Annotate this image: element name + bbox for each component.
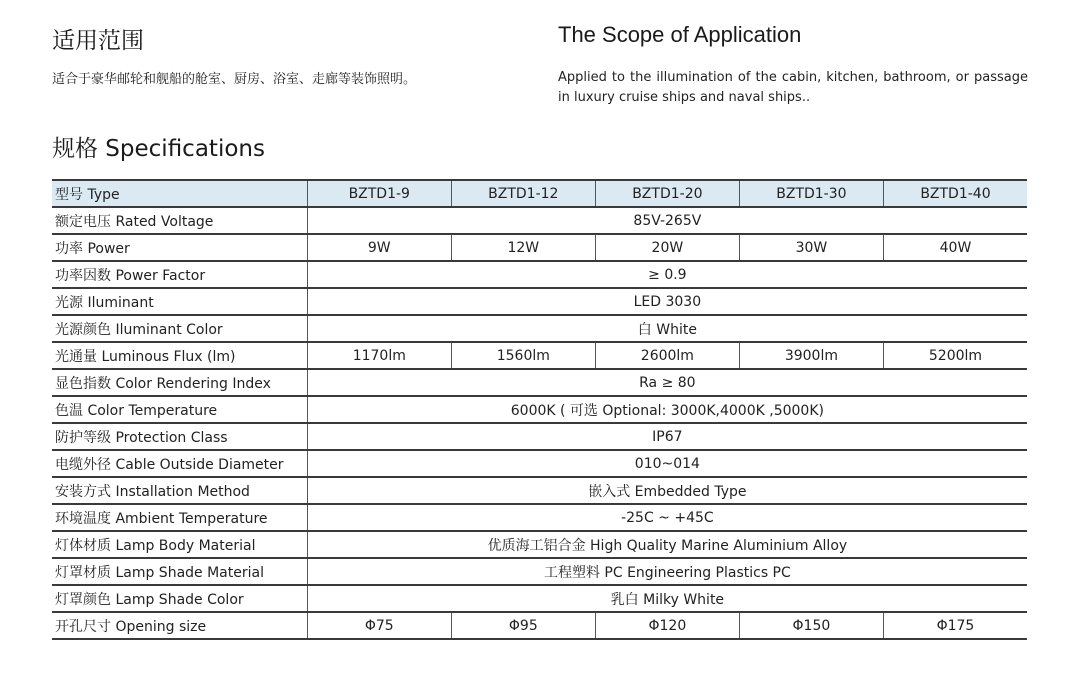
- spec-value: 12W: [451, 234, 595, 261]
- spec-value: BZTD1-12: [451, 180, 595, 207]
- spec-row: [52, 450, 1027, 477]
- spec-row: [52, 288, 1027, 315]
- spec-label: 电缆外径 Cable Outside Diameter: [52, 450, 307, 477]
- spec-label: 功率 Power: [52, 234, 307, 261]
- spec-row: [52, 180, 1027, 207]
- spec-value: Φ175: [883, 612, 1027, 639]
- spec-row: [52, 423, 1027, 450]
- spec-value: 嵌入式 Embedded Type: [307, 477, 1027, 504]
- spec-value: IP67: [307, 423, 1027, 450]
- spec-row: [52, 261, 1027, 288]
- spec-value: 5200lm: [883, 342, 1027, 369]
- spec-value: Φ75: [307, 612, 451, 639]
- spec-row: [52, 369, 1027, 396]
- spec-label: 色温 Color Temperature: [52, 396, 307, 423]
- spec-value: Ra ≥ 80: [307, 369, 1027, 396]
- spec-label: 环境温度 Ambient Temperature: [52, 504, 307, 531]
- spec-label: 灯罩颜色 Lamp Shade Color: [52, 585, 307, 612]
- spec-row: [52, 504, 1027, 531]
- spec-label: 防护等级 Protection Class: [52, 423, 307, 450]
- spec-label: 型号 Type: [52, 180, 307, 207]
- spec-value: 3900lm: [739, 342, 883, 369]
- spec-label: 灯罩材质 Lamp Shade Material: [52, 558, 307, 585]
- scope-description-en: Applied to the illumination of the cabin, kitchen, bathroom, or passage in luxury cruise ships and naval ships..: [558, 70, 1028, 105]
- spec-label: 光源 Iluminant: [52, 288, 307, 315]
- specifications-title: 规格 Specifications: [52, 136, 265, 162]
- spec-value: 工程塑料 PC Engineering Plastics PC: [307, 558, 1027, 585]
- spec-row: [52, 396, 1027, 423]
- spec-row: [52, 207, 1027, 234]
- spec-value: BZTD1-20: [595, 180, 739, 207]
- spec-label: 灯体材质 Lamp Body Material: [52, 531, 307, 558]
- spec-label: 功率因数 Power Factor: [52, 261, 307, 288]
- spec-row: [52, 342, 1027, 369]
- spec-row: [52, 585, 1027, 612]
- spec-value: LED 3030: [307, 288, 1027, 315]
- spec-row: [52, 612, 1027, 639]
- spec-value: ≥ 0.9: [307, 261, 1027, 288]
- spec-value: 1560lm: [451, 342, 595, 369]
- specifications-table: [52, 179, 1027, 640]
- spec-value: Φ120: [595, 612, 739, 639]
- spec-value: 2600lm: [595, 342, 739, 369]
- spec-row: [52, 234, 1027, 261]
- spec-row: [52, 558, 1027, 585]
- spec-label: 额定电压 Rated Voltage: [52, 207, 307, 234]
- scope-description-cn: 适合于豪华邮轮和舰船的舱室、厨房、浴室、走廊等装饰照明。: [52, 72, 417, 87]
- spec-label: 光源颜色 Iluminant Color: [52, 315, 307, 342]
- spec-value: 6000K ( 可选 Optional: 3000K,4000K ,5000K): [307, 396, 1027, 423]
- spec-row: [52, 315, 1027, 342]
- spec-value: 85V-265V: [307, 207, 1027, 234]
- spec-value: 9W: [307, 234, 451, 261]
- spec-row: [52, 477, 1027, 504]
- spec-value: 30W: [739, 234, 883, 261]
- spec-value: -25C ~ +45C: [307, 504, 1027, 531]
- spec-value: 乳白 Milky White: [307, 585, 1027, 612]
- spec-value: BZTD1-40: [883, 180, 1027, 207]
- spec-row: [52, 531, 1027, 558]
- spec-value: 40W: [883, 234, 1027, 261]
- spec-value: 20W: [595, 234, 739, 261]
- spec-value: 1170lm: [307, 342, 451, 369]
- spec-value: BZTD1-30: [739, 180, 883, 207]
- spec-label: 安装方式 Installation Method: [52, 477, 307, 504]
- scope-title-en: The Scope of Application: [558, 22, 802, 47]
- spec-value: Φ150: [739, 612, 883, 639]
- spec-value: 优质海工铝合金 High Quality Marine Aluminium Alloy: [307, 531, 1027, 558]
- spec-value: Φ95: [451, 612, 595, 639]
- spec-label: 显色指数 Color Rendering Index: [52, 369, 307, 396]
- spec-label: 光通量 Luminous Flux (lm): [52, 342, 307, 369]
- spec-label: 开孔尺寸 Opening size: [52, 612, 307, 639]
- spec-value: BZTD1-9: [307, 180, 451, 207]
- spec-value: 010~014: [307, 450, 1027, 477]
- scope-title-cn: 适用范围: [52, 28, 144, 54]
- spec-value: 白 White: [307, 315, 1027, 342]
